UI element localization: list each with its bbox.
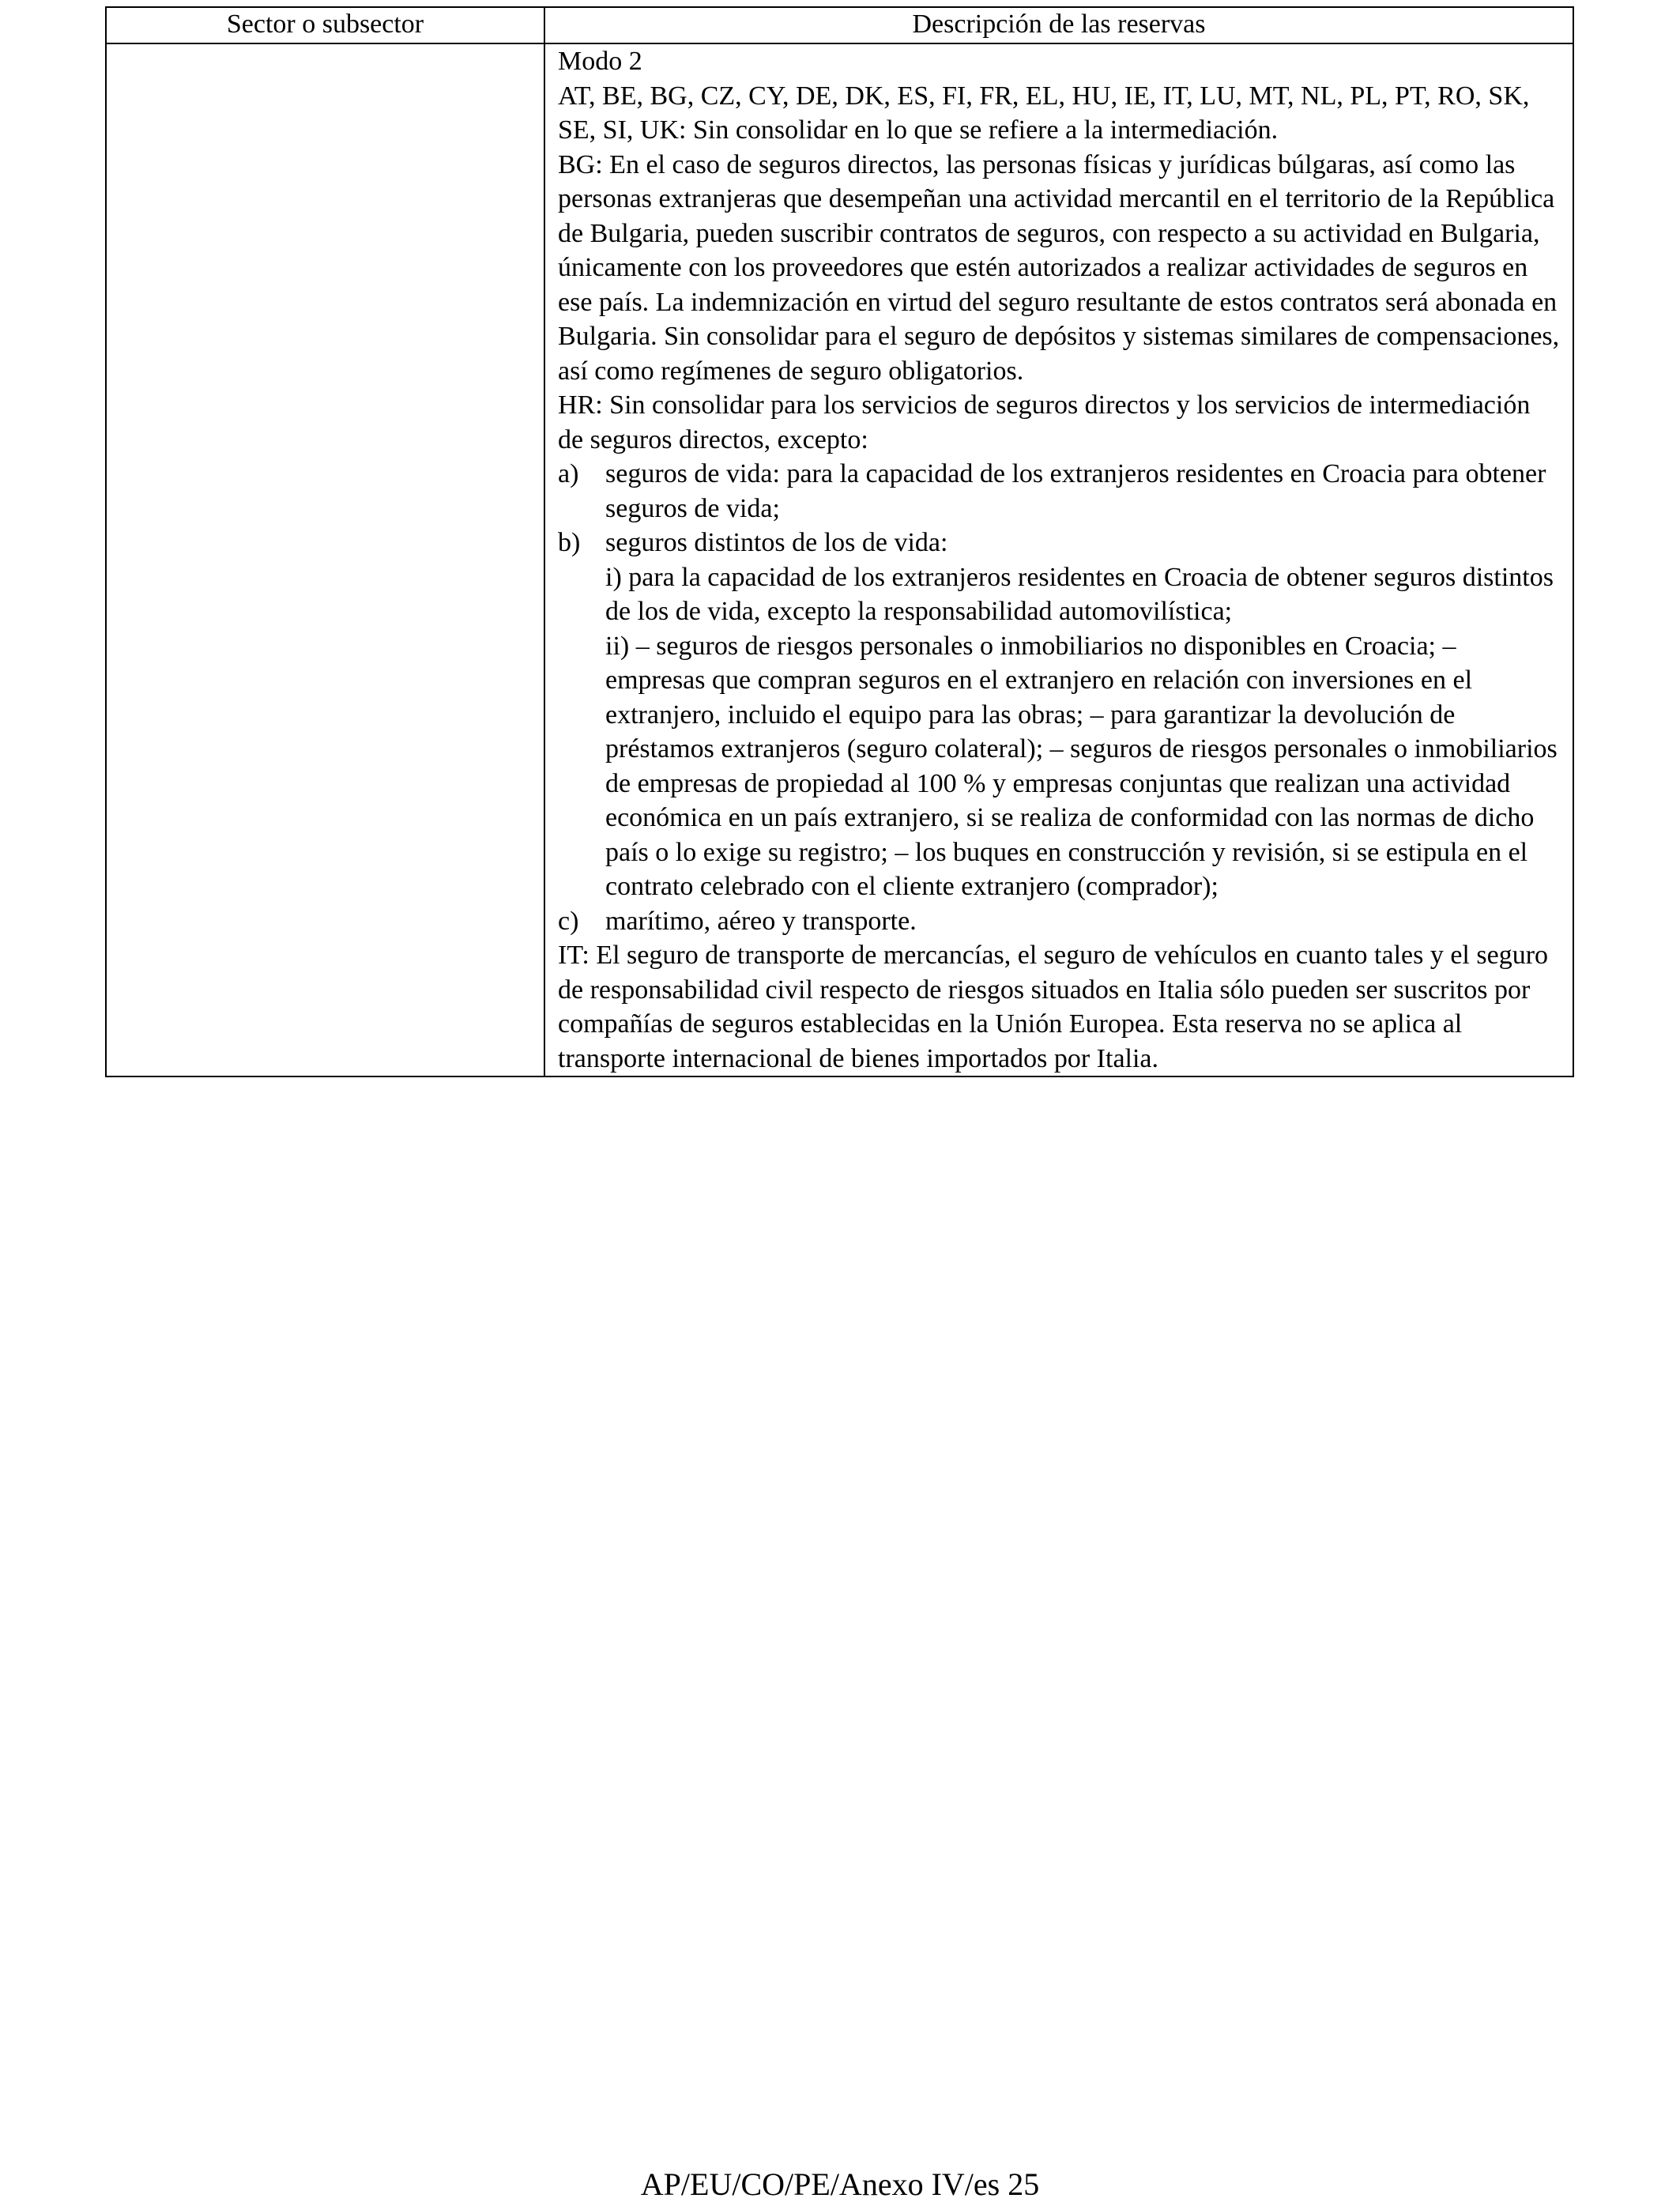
paragraph-it: IT: El seguro de transporte de mercancías, el seguro de vehículos en cuanto tales y el seguro de responsabilidad civil respecto de riesgos situados en Italia sólo pueden ser suscritos por compañías de seguros establecidas en la Unión Europea. Esta reserva no se aplica al transporte internacional de bienes importados por Italia. (558, 941, 1549, 1073)
paragraph-hr: HR: Sin consolidar para los servicios de seguros directos y los servicios de intermediación de seguros directos, excepto: (558, 390, 1531, 454)
list-item-a (558, 457, 1560, 526)
list-item-b (558, 526, 1560, 560)
sector-cell (106, 43, 544, 1076)
list-item-text: seguros distintos de los de vida: (605, 528, 948, 557)
list-item-text: seguros de vida: para la capacidad de los extranjeros residentes en Croacia para obtener seguros de vida; (605, 459, 1546, 523)
mode-heading: Modo 2 (558, 47, 642, 76)
sub-item-i: i) para la capacidad de los extranjeros residentes en Croacia de obtener seguros distintos de los de vida, excepto la responsabilidad automovilística; (605, 562, 1554, 626)
page-footer-reference: AP/EU/CO/PE/Anexo IV/es 25 (640, 2166, 1040, 2202)
description-cell (544, 43, 1573, 1076)
sub-item-ii: ii) – seguros de riesgos personales o inmobiliarios no disponibles en Croacia; – empresas que compran seguros en el extranjero en relación con inversiones en el extranjero, incluido el equipo para las obras; – para garantizar la devolución de préstamos extranjeros (seguro colateral); – seguros de riesgos personales o inmobiliarios de empresas de propiedad al 100 % y empresas conjuntas que realizan una actividad económica en un país extranjero, si se realiza de conformidad con las normas de dicho país o lo exige su registro; – los buques en construcción y revisión, si se estipula en el contrato celebrado con el cliente extranjero (comprador); (605, 631, 1558, 901)
paragraph-bg: BG: En el caso de seguros directos, las personas físicas y jurídicas búlgaras, así como las personas extranjeras que desempeñan una actividad mercantil en el territorio de la República de Bulgaria, pueden suscribir contratos de seguros, con respecto a su actividad en Bulgaria, únicamente con los proveedores que estén autorizados a realizar actividades de seguros en ese país. La indemnización en virtud del seguro resultante de estos contratos será abonada en Bulgaria. Sin consolidar para el seguro de depósitos y sistemas similares de compensaciones, así como regímenes de seguro obligatorios. (558, 149, 1560, 386)
table-header-row (106, 7, 1573, 43)
table-row (106, 43, 1573, 1076)
list-item-text: marítimo, aéreo y transporte. (605, 906, 917, 936)
list-item-letter: b) (558, 528, 581, 557)
paragraph-unbound-intermediation: AT, BE, BG, CZ, CY, DE, DK, ES, FI, FR, EL, HU, IE, IT, LU, MT, NL, PL, PT, RO, SK, SE, SI, UK: Sin consolidar en lo que se refiere a la intermediación. (558, 81, 1530, 145)
header-sector: Sector o subsector (106, 7, 544, 43)
list-item-c (558, 904, 1560, 939)
header-description: Descripción de las reservas (544, 7, 1573, 43)
reservations-table (105, 6, 1574, 1077)
list-item-letter: a) (558, 459, 579, 488)
list-item-letter: c) (558, 906, 579, 936)
